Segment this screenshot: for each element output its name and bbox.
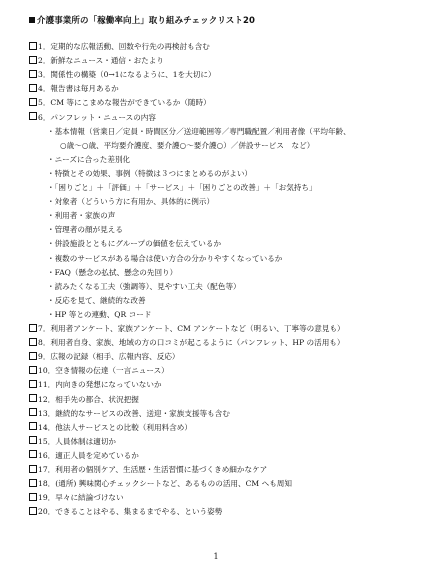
checkbox-icon[interactable] — [29, 465, 37, 473]
checklist-item: 12．相手先の都合、状況把握 — [29, 393, 139, 406]
checklist-item: 15．人員体制は適切か — [29, 435, 116, 448]
checklist-item: 20．できることはやる、集まるまでやる、という姿勢 — [29, 505, 222, 518]
sub-item: ・ニーズに合った差別化 — [47, 154, 131, 164]
checkbox-icon[interactable] — [29, 338, 37, 346]
sub-item: ・併設施設とともにグループの価値を伝えているか — [47, 239, 222, 249]
checkbox-icon[interactable] — [29, 380, 37, 388]
checkbox-icon[interactable] — [29, 422, 37, 430]
checkbox-icon[interactable] — [29, 450, 37, 458]
checklist-item: 2．新鮮なニュース・通信・おたより — [29, 54, 164, 67]
sub-item: ・特徴とその効果、事例（特徴は３つにまとめるのがよい） — [47, 168, 253, 178]
checkbox-icon[interactable] — [29, 493, 37, 501]
checklist-item: 11．内向きの発想になっていないか — [29, 378, 162, 391]
checklist-item: 3．関係性の構築（0→1になるように、1を大切に） — [29, 68, 216, 81]
sub-item: ・「困りごと」＋「評価」＋「サービス」＋「困りごとの改善」＋「お気持ち」 — [47, 183, 317, 192]
title-text: 介護事業所の「稼働率向上」取り組みチェックリスト20 — [37, 16, 256, 26]
sub-item: ・FAQ（懸念の払拭、懸念の先回り） — [47, 267, 178, 277]
checklist-item: 1．定期的な広報活動、回数や行先の再検討も含む — [29, 40, 210, 53]
checklist-item: 4．報告書は毎月あるか — [29, 82, 119, 95]
square-bullet-icon — [29, 17, 35, 23]
checkbox-icon[interactable] — [29, 56, 37, 64]
checkbox-icon[interactable] — [29, 352, 37, 360]
document-title — [29, 14, 255, 26]
checklist-item: 5．CM 等にこまめな報告ができているか（随時） — [29, 96, 211, 109]
checkbox-icon[interactable] — [29, 436, 37, 444]
sub-item: ・複数のサービスがある場合は使い方合の分かりやすくなっているか — [47, 253, 283, 263]
checklist-item: 19．早々に結論づけない — [29, 491, 124, 504]
checklist-item: 14．他法人サービスとの比較（利用料含め） — [29, 421, 192, 434]
sub-item: ・HP 等との連動、QR コード — [47, 309, 152, 319]
sub-item: ・基本情報（営業日／定員・時間区分／送迎範囲等／専門職配置／利用者像（平均年齢、 — [47, 126, 351, 136]
checklist-item: 18．(通所) 興味関心チェックシートなど、あるものの活用、CM へも周知 — [29, 477, 292, 490]
sub-item-continuation: ○歳～○歳、平均要介護度、要介護○～要介護○）／併設サービス など） — [60, 140, 315, 150]
sub-item: ・反応を見て、継続的な改善 — [47, 295, 146, 305]
checkbox-icon[interactable] — [29, 42, 37, 50]
sub-item: ・利用者・家族の声 — [47, 211, 116, 221]
checkbox-icon[interactable] — [29, 112, 37, 120]
checklist-item: 13．継続的なサービスの改善、送迎・家族支援等も含む — [29, 407, 230, 420]
checklist-item: 8．利用者自身、家族、地域の方の口コミが起こるように（パンフレット、HP の活用も） — [29, 336, 344, 349]
page-number: 1 — [213, 552, 219, 561]
checklist-item: 10．空き情報の伝達（一言ニュース） — [29, 364, 169, 377]
checkbox-icon[interactable] — [29, 507, 37, 515]
checkbox-icon[interactable] — [29, 324, 37, 332]
checkbox-icon[interactable] — [29, 479, 37, 487]
checklist-item: 9．広報の記録（相手、広報内容、反応） — [29, 350, 180, 363]
checklist-item: 17．利用者の個別ケア、生活歴・生活習慣に基づくきめ細かなケア — [29, 463, 267, 476]
checklist-item: 7．利用者アンケート、家族アンケート、CM アンケートなど（明るい、丁寧等の意見も） — [29, 322, 345, 335]
checkbox-icon[interactable] — [29, 70, 37, 78]
checklist-item: 6．パンフレット・ニュースの内容 — [29, 111, 156, 124]
checkbox-icon[interactable] — [29, 408, 37, 416]
checkbox-icon[interactable] — [29, 98, 37, 106]
checkbox-icon[interactable] — [29, 366, 37, 374]
sub-item: ・対象者（どういう方に有用か、具体的に例示） — [47, 197, 215, 207]
sub-item: ・管理者の顔が見える — [47, 225, 123, 235]
sub-item: ・読みたくなる工夫（強調等）、見やすい工夫（配色等） — [47, 281, 241, 291]
checkbox-icon[interactable] — [29, 394, 37, 402]
checkbox-icon[interactable] — [29, 84, 37, 92]
checklist-item: 16．適正人員を定めているか — [29, 449, 139, 462]
